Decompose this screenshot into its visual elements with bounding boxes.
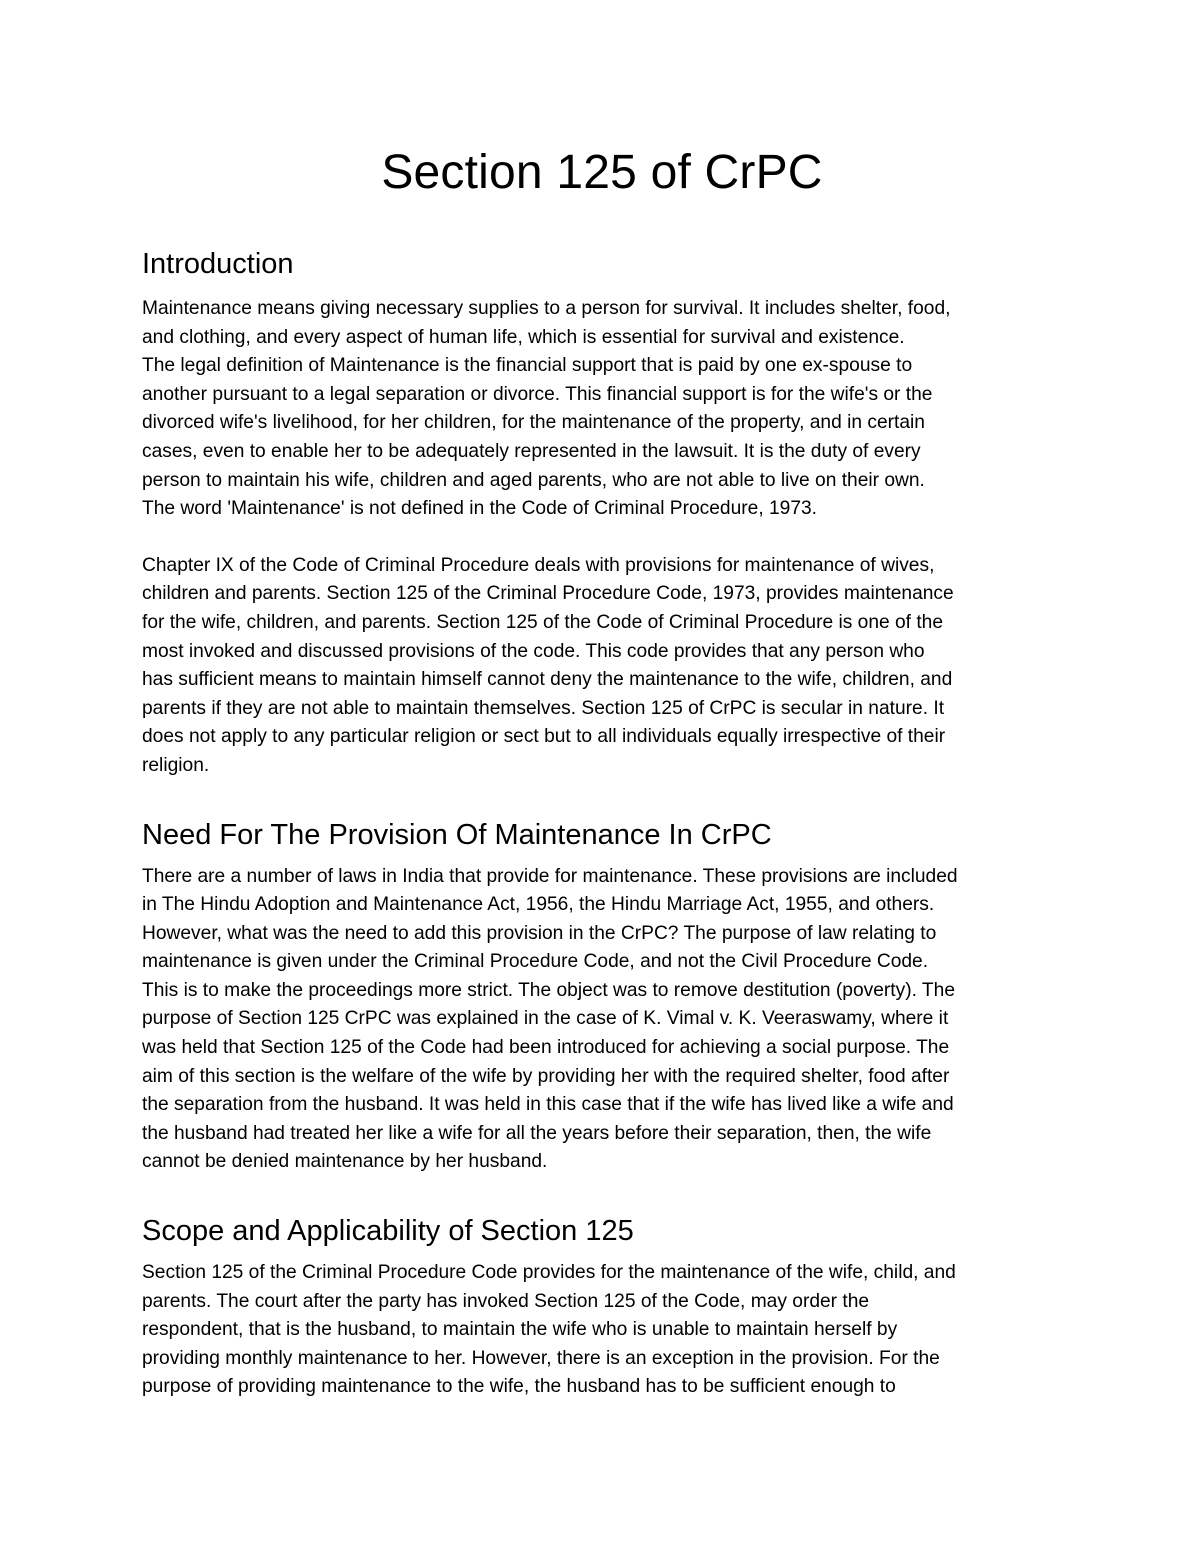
text-line: was held that Section 125 of the Code had been introduced for achieving a social purpose. The (142, 1037, 950, 1059)
paragraph-intro-1 (142, 295, 1062, 524)
text-line: person to maintain his wife, children and aged parents, who are not able to live on their own. (142, 469, 925, 491)
text-line: does not apply to any particular religion or sect but to all individuals equally irrespective of their (142, 726, 946, 748)
text-line: parents if they are not able to maintain themselves. Section 125 of CrPC is secular in nature. It (142, 697, 945, 719)
text-line: Maintenance means giving necessary supplies to a person for survival. It includes shelter, food, (142, 298, 951, 319)
text-line: children and parents. Section 125 of the Criminal Procedure Code, 1973, provides maintenance (142, 583, 954, 605)
text-line: Chapter IX of the Code of Criminal Procedure deals with provisions for maintenance of wives, (142, 554, 935, 576)
paragraph-scope-1 (142, 1259, 1062, 1402)
text-line: has sufficient means to maintain himself cannot deny the maintenance to the wife, children, and (142, 669, 953, 691)
document-content (142, 140, 1062, 1402)
text-line: the separation from the husband. It was held in this case that if the wife has lived like a wife and (142, 1094, 954, 1116)
text-line: religion. (142, 754, 210, 776)
text-line: There are a number of laws in India that provide for maintenance. These provisions are included (142, 865, 958, 887)
text-line: and clothing, and every aspect of human life, which is essential for survival and existence. (142, 326, 905, 348)
document-title: Section 125 of CrPC (381, 146, 823, 199)
text-line: parents. The court after the party has invoked Section 125 of the Code, may order the (142, 1290, 870, 1312)
text-line: another pursuant to a legal separation or divorce. This financial support is for the wife's or the (142, 383, 933, 405)
text-line: The word 'Maintenance' is not defined in the Code of Criminal Procedure, 1973. (142, 498, 818, 520)
text-line: the husband had treated her like a wife for all the years before their separation, then, the wife (142, 1122, 932, 1144)
text-line: providing monthly maintenance to her. However, there is an exception in the provision. For the (142, 1347, 940, 1369)
text-line: This is to make the proceedings more strict. The object was to remove destitution (poverty). The (142, 979, 955, 1001)
section-heading-scope: Scope and Applicability of Section 125 (142, 1215, 634, 1248)
section-heading-need: Need For The Provision Of Maintenance In CrPC (142, 818, 772, 851)
text-line: cannot be denied maintenance by her husband. (142, 1151, 548, 1173)
text-line: However, what was the need to add this provision in the CrPC? The purpose of law relating to (142, 922, 937, 944)
paragraph-intro-2 (142, 552, 1062, 781)
text-line: purpose of Section 125 CrPC was explained in the case of K. Vimal v. K. Veeraswamy, where it (142, 1008, 949, 1030)
text-line: most invoked and discussed provisions of the code. This code provides that any person who (142, 640, 925, 662)
text-line: maintenance is given under the Criminal Procedure Code, and not the Civil Procedure Code. (142, 951, 929, 973)
text-line: divorced wife's livelihood, for her children, for the maintenance of the property, and in certain (142, 412, 925, 434)
text-line: respondent, that is the husband, to maintain the wife who is unable to maintain herself by (142, 1319, 898, 1341)
text-line: cases, even to enable her to be adequately represented in the lawsuit. It is the duty of every (142, 440, 921, 462)
text-line: for the wife, children, and parents. Section 125 of the Code of Criminal Procedure is one of the (142, 611, 944, 633)
section-heading-introduction: Introduction (142, 248, 294, 280)
text-line: in The Hindu Adoption and Maintenance Act, 1956, the Hindu Marriage Act, 1955, and others. (142, 894, 935, 916)
text-line: The legal definition of Maintenance is the financial support that is paid by one ex-spouse to (142, 355, 913, 377)
text-line: purpose of providing maintenance to the wife, the husband has to be sufficient enough to (142, 1376, 896, 1398)
paragraph-need-1 (142, 863, 1062, 1178)
text-line: Section 125 of the Criminal Procedure Code provides for the maintenance of the wife, child, and (142, 1262, 956, 1284)
text-line: aim of this section is the welfare of the wife by providing her with the required shelter, food after (142, 1065, 950, 1087)
